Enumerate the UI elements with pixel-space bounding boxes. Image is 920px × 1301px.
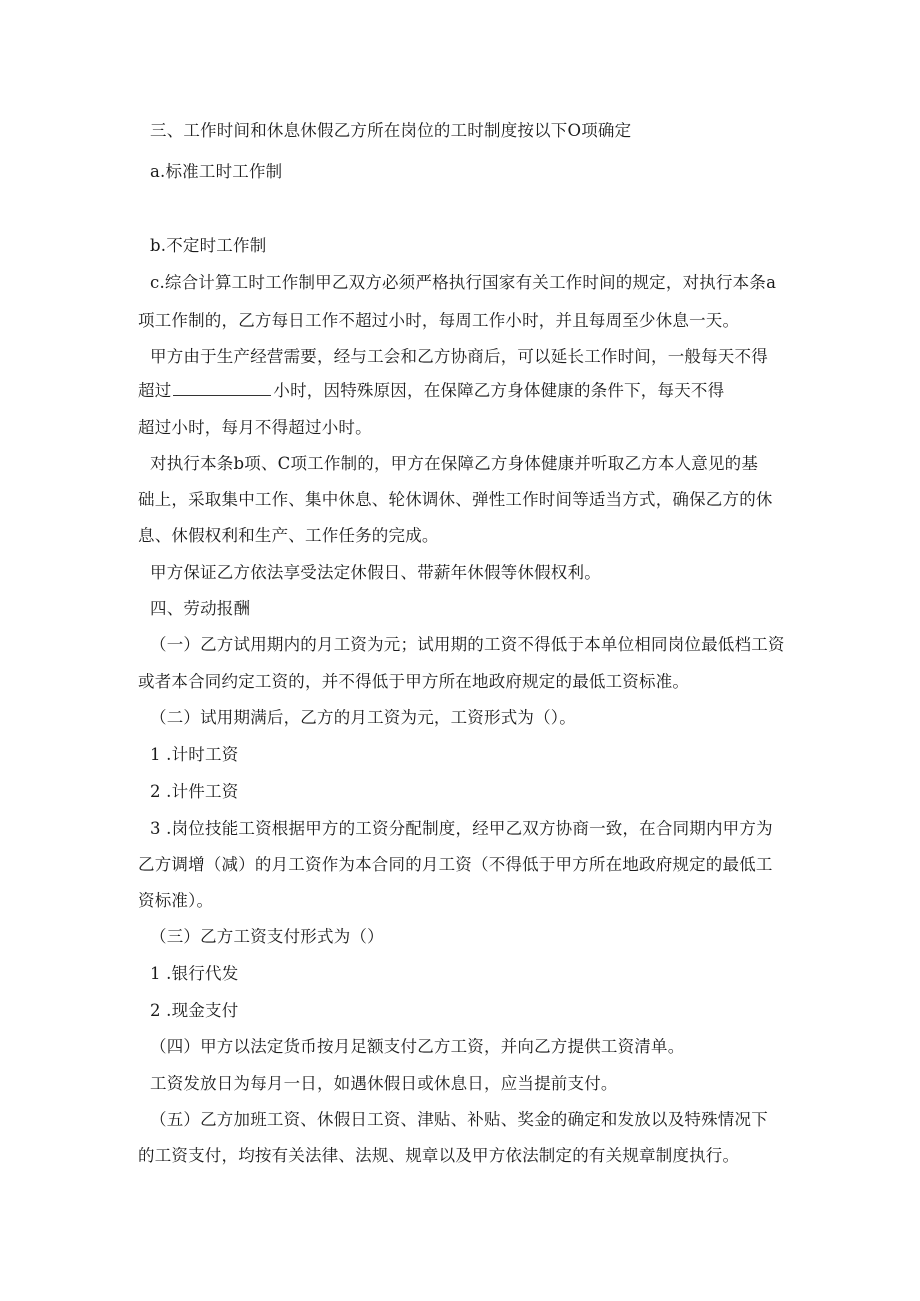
paragraph-line: （一）乙方试用期内的月工资为元；试用期的工资不得低于本单位相同岗位最低档工资	[150, 635, 785, 654]
paragraph-line: （五）乙方加班工资、休假日工资、津贴、补贴、奖金的确定和发放以及特殊情况下	[150, 1110, 768, 1129]
paragraph-line: 对执行本条b项、C项工作制的，甲方在保障乙方身体健康并听取乙方本人意见的基	[150, 454, 759, 473]
paragraph-line: （二）试用期满后，乙方的月工资为元，工资形式为（）。	[150, 708, 576, 727]
text-segment: 小时，因特殊原因，在保障乙方身体健康的条件下，每天不得	[273, 381, 725, 400]
option-b: b.不定时工作制	[150, 236, 267, 255]
paragraph-line: 甲方保证乙方依法享受法定休假日、带薪年休假等休假权利。	[150, 563, 601, 582]
option-c: c.综合计算工时工作制甲乙双方必须严格执行国家有关工作时间的规定，对执行本条a	[150, 273, 777, 292]
paragraph-line: 超过小时，每月不得超过小时。	[138, 418, 372, 437]
paragraph-line: 础上，采取集中工作、集中休息、轮休调休、弹性工作时间等适当方式，确保乙方的休	[138, 490, 773, 509]
list-item: 1 .银行代发	[150, 964, 239, 983]
paragraph-line: 项工作制的，乙方每日工作不超过小时，每周工作小时，并且每周至少休息一天。	[138, 311, 740, 330]
list-item: 3 .岗位技能工资根据甲方的工资分配制度，经甲乙双方协商一致，在合同期内甲方为	[150, 819, 773, 838]
list-item: 2 .计件工资	[150, 782, 239, 801]
section-4-heading: 四、劳动报酬	[150, 599, 251, 618]
list-item: 2 .现金支付	[150, 1001, 239, 1020]
paragraph-line: 资标准）。	[138, 891, 214, 910]
paragraph-line: 息、休假权利和生产、工作任务的完成。	[138, 526, 439, 545]
paragraph-line: 工资发放日为每月一日，如遇休假日或休息日，应当提前支付。	[150, 1074, 618, 1093]
paragraph-line: （三）乙方工资支付形式为（）	[150, 927, 384, 946]
list-item: 1 .计时工资	[150, 745, 239, 764]
paragraph-line: 的工资支付，均按有关法律、法规、规章以及甲方依法制定的有关规章制度执行。	[138, 1146, 740, 1165]
fill-in-blank	[173, 381, 271, 396]
paragraph-line-with-blank	[138, 380, 788, 402]
paragraph-line: 甲方由于生产经营需要，经与工会和乙方协商后，可以延长工作时间，一般每天不得	[150, 347, 768, 366]
text-segment: 超过	[138, 381, 172, 400]
option-a: a.标准工时工作制	[150, 162, 283, 181]
section-3-heading: 三、工作时间和休息休假乙方所在岗位的工时制度按以下O项确定	[150, 121, 632, 140]
paragraph-line: 乙方调增（减）的月工资作为本合同的月工资（不得低于甲方所在地政府规定的最低工	[138, 855, 773, 874]
paragraph-line: 或者本合同约定工资的，并不得低于甲方所在地政府规定的最低工资标准。	[138, 672, 690, 691]
paragraph-line: （四）甲方以法定货币按月足额支付乙方工资，并向乙方提供工资清单。	[150, 1037, 685, 1056]
